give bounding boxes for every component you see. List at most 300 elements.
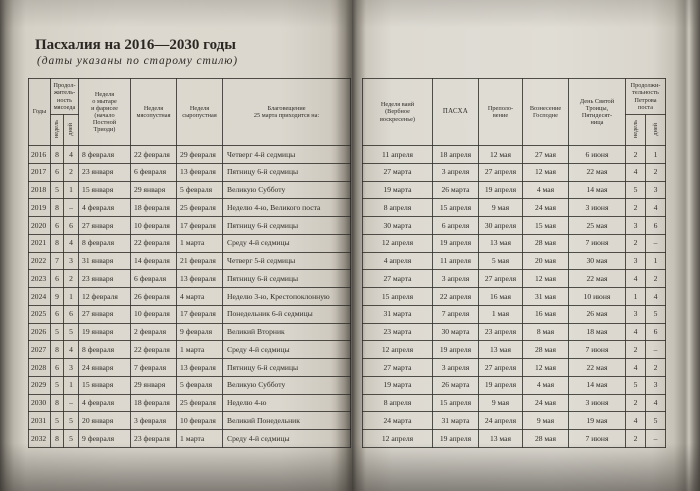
cell-trinity: 26 мая <box>569 305 626 323</box>
cell-meatfare: 14 февраля <box>131 252 177 270</box>
cell-palm: 19 марта <box>363 181 433 199</box>
cell-meat-days: – <box>64 394 79 412</box>
table-row <box>29 341 351 359</box>
cell-cheesefare: 1 марта <box>177 430 223 448</box>
cell-annunciation: Среду 4-й седмицы <box>223 234 351 252</box>
cell-meatfare: 18 февраля <box>131 394 177 412</box>
cell-midfeast: 1 мая <box>479 305 523 323</box>
cell-peter-weeks: 2 <box>626 146 646 164</box>
table-row <box>29 359 351 377</box>
cell-cheesefare: 5 февраля <box>177 376 223 394</box>
cell-annunciation: Среду 4-й седмицы <box>223 430 351 448</box>
cell-cheesefare: 13 февраля <box>177 163 223 181</box>
cell-annunciation: Неделю 4-ю <box>223 394 351 412</box>
cell-meat-days: 5 <box>64 430 79 448</box>
cell-year: 2028 <box>29 359 51 377</box>
cell-cheesefare: 13 февраля <box>177 270 223 288</box>
cell-midfeast: 27 апреля <box>479 163 523 181</box>
cell-publican: 20 января <box>79 412 131 430</box>
cell-annunciation: Четверг 4-й седмицы <box>223 146 351 164</box>
cell-meatfare: 18 февраля <box>131 199 177 217</box>
cell-publican: 15 января <box>79 376 131 394</box>
cell-year: 2022 <box>29 252 51 270</box>
cell-meatfare: 7 февраля <box>131 359 177 377</box>
cell-pascha: 3 апреля <box>433 270 479 288</box>
cell-annunciation: Четверг 5-й седмицы <box>223 252 351 270</box>
table-row <box>29 412 351 430</box>
cell-trinity: 22 мая <box>569 270 626 288</box>
cell-midfeast: 30 апреля <box>479 217 523 235</box>
cell-trinity: 22 мая <box>569 163 626 181</box>
cell-palm: 15 апреля <box>363 288 433 306</box>
cell-peter-weeks: 2 <box>626 430 646 448</box>
cell-meat-weeks: 6 <box>51 359 64 377</box>
header-row <box>29 79 351 115</box>
cell-midfeast: 5 мая <box>479 252 523 270</box>
cell-meat-days: 5 <box>64 323 79 341</box>
table-row <box>363 359 666 377</box>
cell-midfeast: 9 мая <box>479 394 523 412</box>
page-subtitle: (даты указаны по старому стилю) <box>37 55 238 67</box>
cell-ascension: 15 мая <box>523 217 569 235</box>
cell-palm: 31 марта <box>363 305 433 323</box>
header-row <box>363 79 666 115</box>
table-row <box>363 163 666 181</box>
cell-cheesefare: 25 февраля <box>177 199 223 217</box>
cell-cheesefare: 1 марта <box>177 234 223 252</box>
cell-meat-days: 5 <box>64 412 79 430</box>
cell-meat-days: 4 <box>64 234 79 252</box>
paschalia-table-right <box>362 78 666 448</box>
table-row <box>363 217 666 235</box>
cell-meat-weeks: 6 <box>51 217 64 235</box>
cell-peter-days: 4 <box>646 288 666 306</box>
cell-meatfare: 10 февраля <box>131 305 177 323</box>
cell-trinity: 7 июня <box>569 341 626 359</box>
header-peter-fast-duration: Продолжи- тельность Петрова поста <box>626 79 666 115</box>
cell-trinity: 3 июня <box>569 394 626 412</box>
cell-meat-days: 6 <box>64 305 79 323</box>
cell-meat-weeks: 5 <box>51 376 64 394</box>
table-row <box>363 305 666 323</box>
cell-pascha: 26 марта <box>433 181 479 199</box>
cell-palm: 27 марта <box>363 359 433 377</box>
cell-ascension: 28 мая <box>523 430 569 448</box>
cell-publican: 31 января <box>79 252 131 270</box>
cell-peter-weeks: 4 <box>626 163 646 181</box>
cell-annunciation: Великий Вторник <box>223 323 351 341</box>
cell-meat-weeks: 5 <box>51 181 64 199</box>
cell-meatfare: 2 февраля <box>131 323 177 341</box>
cell-ascension: 8 мая <box>523 323 569 341</box>
cell-year: 2019 <box>29 199 51 217</box>
cell-annunciation: Великий Понедельник <box>223 412 351 430</box>
cell-peter-days: 2 <box>646 270 666 288</box>
table-row <box>29 376 351 394</box>
table-row <box>363 376 666 394</box>
cell-publican: 4 февраля <box>79 394 131 412</box>
cell-annunciation: Великую Субботу <box>223 181 351 199</box>
cell-trinity: 19 мая <box>569 412 626 430</box>
cell-publican: 8 февраля <box>79 234 131 252</box>
cell-annunciation: Неделю 3-ю, Крестопоклонную <box>223 288 351 306</box>
header-annunciation: Благовещение 25 марта приходится на: <box>223 79 351 146</box>
cell-meat-days: 1 <box>64 376 79 394</box>
cell-pascha: 3 апреля <box>433 359 479 377</box>
cell-year: 2020 <box>29 217 51 235</box>
cell-peter-days: 4 <box>646 199 666 217</box>
cell-meatfare: 23 февраля <box>131 430 177 448</box>
cell-meatfare: 29 января <box>131 376 177 394</box>
cell-cheesefare: 17 февраля <box>177 217 223 235</box>
cell-annunciation: Пятницу 6-й седмицы <box>223 217 351 235</box>
cell-publican: 8 февраля <box>79 341 131 359</box>
table-row <box>29 199 351 217</box>
cell-publican: 27 января <box>79 305 131 323</box>
cell-midfeast: 13 мая <box>479 341 523 359</box>
cell-palm: 27 марта <box>363 163 433 181</box>
table-row <box>363 234 666 252</box>
cell-ascension: 12 мая <box>523 270 569 288</box>
header-publican-sunday: Неделя о мытаре и фарисее (начало Постной Триоди) <box>79 79 131 146</box>
cell-midfeast: 19 апреля <box>479 376 523 394</box>
cell-peter-weeks: 4 <box>626 412 646 430</box>
cell-meat-weeks: 9 <box>51 288 64 306</box>
cell-palm: 4 апреля <box>363 252 433 270</box>
table-row <box>363 252 666 270</box>
cell-year: 2026 <box>29 323 51 341</box>
header-peter-days <box>646 115 666 146</box>
cell-trinity: 22 мая <box>569 359 626 377</box>
header-ascension: Вознесение Господне <box>523 79 569 146</box>
cell-meat-days: 1 <box>64 288 79 306</box>
cell-publican: 19 января <box>79 323 131 341</box>
cell-cheesefare: 1 марта <box>177 341 223 359</box>
header-years: Годы <box>29 79 51 146</box>
cell-meat-weeks: 5 <box>51 323 64 341</box>
table-row <box>29 270 351 288</box>
cell-palm: 11 апреля <box>363 146 433 164</box>
cell-meat-days: 3 <box>64 359 79 377</box>
cell-meat-weeks: 8 <box>51 199 64 217</box>
cell-publican: 15 января <box>79 181 131 199</box>
cell-trinity: 6 июня <box>569 146 626 164</box>
cell-midfeast: 27 апреля <box>479 270 523 288</box>
cell-meat-weeks: 5 <box>51 412 64 430</box>
cell-trinity: 3 июня <box>569 199 626 217</box>
cell-palm: 19 марта <box>363 376 433 394</box>
page-title: Пасхалия на 2016—2030 годы <box>35 37 236 53</box>
cell-peter-days: 5 <box>646 305 666 323</box>
cell-peter-weeks: 3 <box>626 305 646 323</box>
cell-year: 2027 <box>29 341 51 359</box>
cell-trinity: 25 мая <box>569 217 626 235</box>
cell-publican: 24 января <box>79 359 131 377</box>
cell-meat-days: 6 <box>64 217 79 235</box>
cell-annunciation: Великую Субботу <box>223 376 351 394</box>
cell-pascha: 18 апреля <box>433 146 479 164</box>
cell-meat-days: – <box>64 199 79 217</box>
cell-pascha: 19 апреля <box>433 430 479 448</box>
cell-meatfare: 22 февраля <box>131 234 177 252</box>
header-days <box>64 115 79 146</box>
cell-trinity: 10 июня <box>569 288 626 306</box>
cell-peter-weeks: 2 <box>626 234 646 252</box>
cell-year: 2030 <box>29 394 51 412</box>
cell-meat-days: 1 <box>64 181 79 199</box>
cell-year: 2032 <box>29 430 51 448</box>
header-cheesefare-sunday: Неделя сыропустная <box>177 79 223 146</box>
table-row <box>29 288 351 306</box>
cell-peter-days: – <box>646 234 666 252</box>
cell-ascension: 31 мая <box>523 288 569 306</box>
cell-ascension: 20 мая <box>523 252 569 270</box>
cell-pascha: 26 марта <box>433 376 479 394</box>
cell-meat-weeks: 8 <box>51 146 64 164</box>
header-pascha: ПАСХА <box>433 79 479 146</box>
paschalia-table-left <box>28 78 351 448</box>
header-days-label: дней <box>67 122 75 136</box>
cell-midfeast: 23 апреля <box>479 323 523 341</box>
cell-year: 2031 <box>29 412 51 430</box>
cell-peter-days: 2 <box>646 163 666 181</box>
cell-peter-days: 2 <box>646 359 666 377</box>
cell-peter-days: – <box>646 430 666 448</box>
header-peter-weeks-label: недель <box>631 119 639 139</box>
table-row <box>363 323 666 341</box>
table-row <box>29 305 351 323</box>
cell-peter-days: 6 <box>646 217 666 235</box>
cell-pascha: 6 апреля <box>433 217 479 235</box>
cell-meat-weeks: 8 <box>51 341 64 359</box>
cell-ascension: 24 мая <box>523 394 569 412</box>
cell-meat-weeks: 6 <box>51 270 64 288</box>
cell-pascha: 19 апреля <box>433 234 479 252</box>
cell-year: 2017 <box>29 163 51 181</box>
header-weeks <box>51 115 64 146</box>
table-row <box>363 146 666 164</box>
cell-cheesefare: 29 февраля <box>177 146 223 164</box>
table-row <box>29 146 351 164</box>
cell-meatfare: 6 февраля <box>131 270 177 288</box>
cell-publican: 8 февраля <box>79 146 131 164</box>
cell-trinity: 30 мая <box>569 252 626 270</box>
cell-year: 2025 <box>29 305 51 323</box>
cell-year: 2029 <box>29 376 51 394</box>
cell-meat-weeks: 8 <box>51 234 64 252</box>
cell-ascension: 24 мая <box>523 199 569 217</box>
cell-palm: 24 марта <box>363 412 433 430</box>
cell-midfeast: 13 мая <box>479 430 523 448</box>
header-peter-days-label: дней <box>651 122 659 136</box>
cell-palm: 8 апреля <box>363 394 433 412</box>
table-body-left <box>29 146 351 448</box>
cell-trinity: 7 июня <box>569 430 626 448</box>
cell-meat-weeks: 8 <box>51 394 64 412</box>
cell-midfeast: 24 апреля <box>479 412 523 430</box>
cell-peter-weeks: 2 <box>626 394 646 412</box>
cell-meat-weeks: 6 <box>51 163 64 181</box>
cell-cheesefare: 17 февраля <box>177 305 223 323</box>
cell-meatfare: 3 февраля <box>131 412 177 430</box>
cell-meat-days: 2 <box>64 163 79 181</box>
cell-year: 2024 <box>29 288 51 306</box>
cell-peter-weeks: 5 <box>626 376 646 394</box>
cell-trinity: 18 мая <box>569 323 626 341</box>
cell-peter-weeks: 3 <box>626 217 646 235</box>
table-row <box>363 430 666 448</box>
cell-midfeast: 9 мая <box>479 199 523 217</box>
cell-ascension: 12 мая <box>523 359 569 377</box>
cell-peter-days: 6 <box>646 323 666 341</box>
table-row <box>363 394 666 412</box>
table-row <box>29 217 351 235</box>
cell-meat-days: 3 <box>64 252 79 270</box>
cell-peter-days: 3 <box>646 181 666 199</box>
cell-ascension: 9 мая <box>523 412 569 430</box>
cell-ascension: 27 мая <box>523 146 569 164</box>
cell-year: 2023 <box>29 270 51 288</box>
cell-pascha: 15 апреля <box>433 394 479 412</box>
cell-cheesefare: 21 февраля <box>177 252 223 270</box>
header-peter-weeks <box>626 115 646 146</box>
cell-cheesefare: 5 февраля <box>177 181 223 199</box>
cell-palm: 12 апреля <box>363 430 433 448</box>
cell-palm: 12 апреля <box>363 341 433 359</box>
cell-trinity: 14 мая <box>569 376 626 394</box>
cell-meatfare: 22 февраля <box>131 146 177 164</box>
cell-cheesefare: 4 марта <box>177 288 223 306</box>
cell-pascha: 30 марта <box>433 323 479 341</box>
cell-peter-weeks: 4 <box>626 323 646 341</box>
cell-ascension: 4 мая <box>523 181 569 199</box>
cell-publican: 12 февраля <box>79 288 131 306</box>
cell-peter-days: 1 <box>646 146 666 164</box>
table-row <box>29 181 351 199</box>
cell-palm: 8 апреля <box>363 199 433 217</box>
header-weeks-label: недель <box>53 119 61 139</box>
cell-meat-days: 4 <box>64 341 79 359</box>
cell-meat-days: 4 <box>64 146 79 164</box>
cell-pascha: 31 марта <box>433 412 479 430</box>
cell-cheesefare: 13 февраля <box>177 359 223 377</box>
cell-pascha: 19 апреля <box>433 341 479 359</box>
cell-publican: 27 января <box>79 217 131 235</box>
cell-palm: 30 марта <box>363 217 433 235</box>
header-palm-sunday: Неделя ваий (Вербное воскресенье) <box>363 79 433 146</box>
cell-annunciation: Среду 4-й седмицы <box>223 341 351 359</box>
cell-pascha: 3 апреля <box>433 163 479 181</box>
cell-peter-days: 4 <box>646 394 666 412</box>
table-row <box>363 412 666 430</box>
table-row <box>29 163 351 181</box>
cell-meatfare: 26 февраля <box>131 288 177 306</box>
cell-annunciation: Пятницу 6-й седмицы <box>223 359 351 377</box>
table-row <box>363 199 666 217</box>
cell-pascha: 22 апреля <box>433 288 479 306</box>
table-row <box>29 394 351 412</box>
cell-pascha: 11 апреля <box>433 252 479 270</box>
header-meatfare-sunday: Неделя мясопустная <box>131 79 177 146</box>
cell-peter-days: 3 <box>646 376 666 394</box>
table-row <box>29 430 351 448</box>
cell-annunciation: Пятницу 6-й седмицы <box>223 163 351 181</box>
cell-peter-weeks: 1 <box>626 288 646 306</box>
cell-meatfare: 10 февраля <box>131 217 177 235</box>
cell-midfeast: 13 мая <box>479 234 523 252</box>
cell-trinity: 14 мая <box>569 181 626 199</box>
cell-palm: 12 апреля <box>363 234 433 252</box>
cell-midfeast: 19 апреля <box>479 181 523 199</box>
cell-peter-weeks: 2 <box>626 341 646 359</box>
cell-meatfare: 29 января <box>131 181 177 199</box>
cell-peter-days: – <box>646 341 666 359</box>
table-row <box>29 323 351 341</box>
cell-year: 2016 <box>29 146 51 164</box>
table-row <box>29 234 351 252</box>
cell-year: 2018 <box>29 181 51 199</box>
cell-peter-days: 5 <box>646 412 666 430</box>
cell-annunciation: Понедельник 6-й седмицы <box>223 305 351 323</box>
cell-ascension: 16 мая <box>523 305 569 323</box>
cell-annunciation: Неделю 4-ю, Великого поста <box>223 199 351 217</box>
cell-midfeast: 12 мая <box>479 146 523 164</box>
cell-annunciation: Пятницу 6-й седмицы <box>223 270 351 288</box>
cell-meat-days: 2 <box>64 270 79 288</box>
cell-palm: 23 марта <box>363 323 433 341</box>
table-row <box>363 181 666 199</box>
cell-pascha: 7 апреля <box>433 305 479 323</box>
cell-publican: 23 января <box>79 270 131 288</box>
cell-peter-weeks: 4 <box>626 359 646 377</box>
cell-meat-weeks: 8 <box>51 430 64 448</box>
cell-publican: 23 января <box>79 163 131 181</box>
header-midfeast: Преполо- вение <box>479 79 523 146</box>
cell-cheesefare: 9 февраля <box>177 323 223 341</box>
cell-meat-weeks: 7 <box>51 252 64 270</box>
cell-peter-weeks: 5 <box>626 181 646 199</box>
cell-peter-weeks: 4 <box>626 270 646 288</box>
cell-trinity: 7 июня <box>569 234 626 252</box>
cell-ascension: 12 мая <box>523 163 569 181</box>
cell-meat-weeks: 6 <box>51 305 64 323</box>
header-trinity: День Святой Троицы, Пятидесят- ница <box>569 79 626 146</box>
cell-ascension: 28 мая <box>523 234 569 252</box>
cell-cheesefare: 25 февраля <box>177 394 223 412</box>
cell-ascension: 4 мая <box>523 376 569 394</box>
cell-ascension: 28 мая <box>523 341 569 359</box>
table-row <box>363 341 666 359</box>
table-row <box>363 288 666 306</box>
table-body-right <box>363 146 666 448</box>
cell-peter-days: 1 <box>646 252 666 270</box>
cell-peter-weeks: 3 <box>626 252 646 270</box>
cell-year: 2021 <box>29 234 51 252</box>
cell-publican: 4 февраля <box>79 199 131 217</box>
cell-midfeast: 27 апреля <box>479 359 523 377</box>
cell-meatfare: 22 февраля <box>131 341 177 359</box>
table-row <box>363 270 666 288</box>
cell-midfeast: 16 мая <box>479 288 523 306</box>
cell-meatfare: 6 февраля <box>131 163 177 181</box>
cell-cheesefare: 10 февраля <box>177 412 223 430</box>
cell-pascha: 15 апреля <box>433 199 479 217</box>
table-row <box>29 252 351 270</box>
cell-publican: 9 февраля <box>79 430 131 448</box>
header-meatfare-duration: Продол- житель- ность мясоеда <box>51 79 79 115</box>
cell-peter-weeks: 2 <box>626 199 646 217</box>
cell-palm: 27 марта <box>363 270 433 288</box>
